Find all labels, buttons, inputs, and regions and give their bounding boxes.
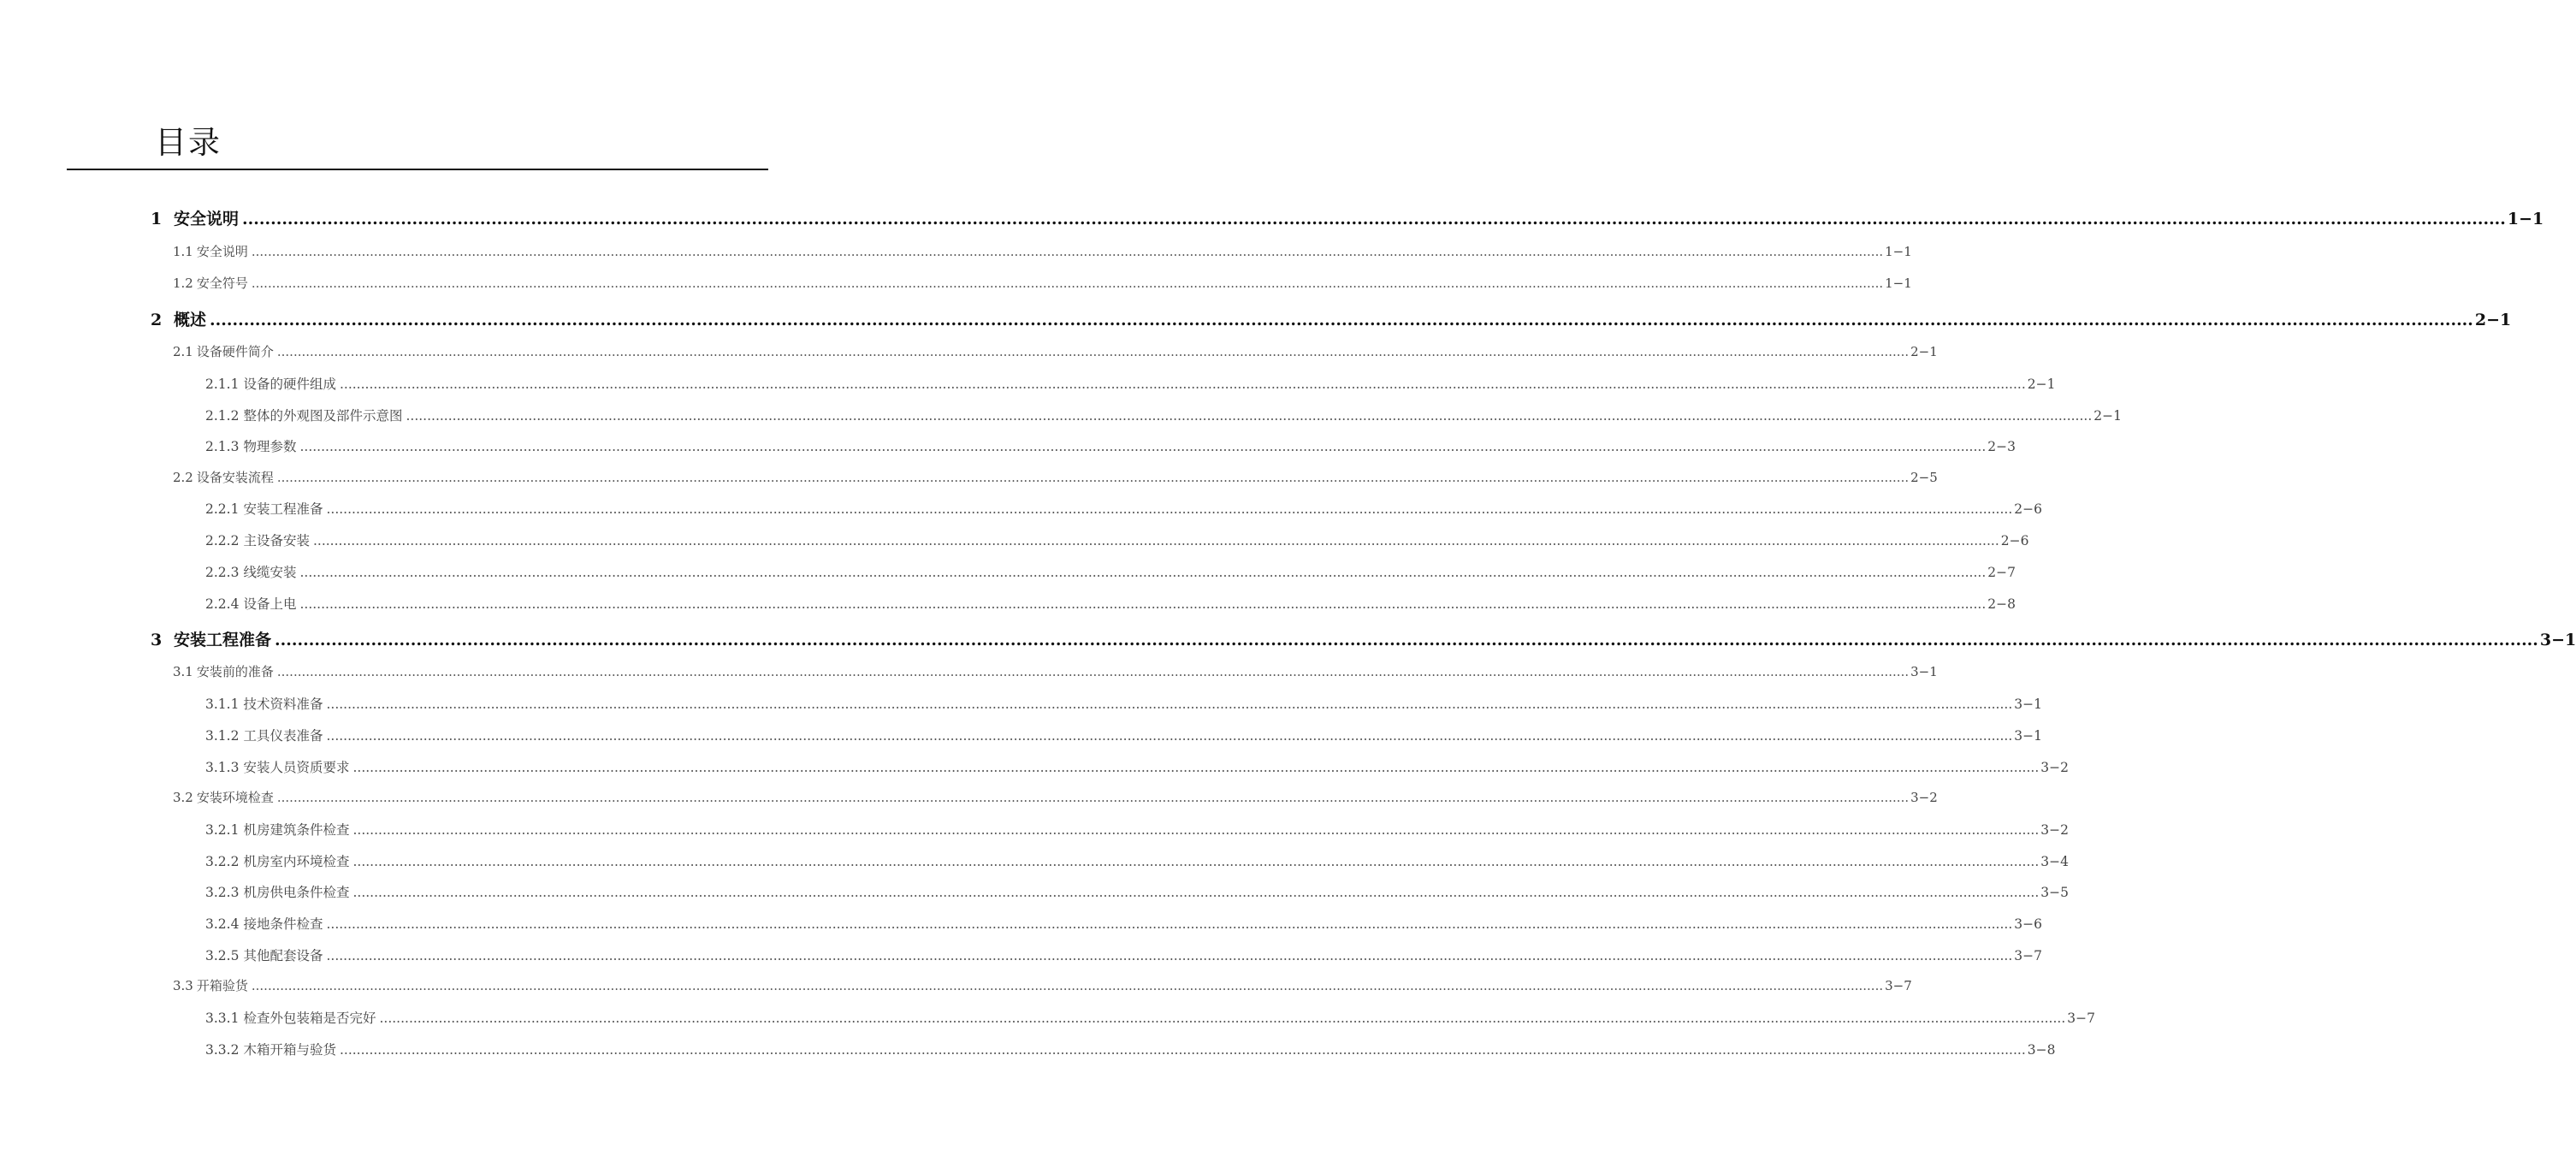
toc-entry-title: 物理参数: [243, 439, 297, 454]
toc-entry-number: 2: [151, 311, 163, 329]
toc-entry-title: 其他配套设备: [243, 948, 323, 963]
toc-entry-page: 1−1: [2507, 210, 2544, 228]
toc-entry-title: 技术资料准备: [243, 697, 323, 712]
toc-entry-number: 2.1.3: [205, 439, 240, 454]
toc-entry-number: 3: [151, 631, 163, 649]
toc-entry-3-1-3[interactable]: [205, 757, 2069, 775]
toc-entry-title: 安装人员资质要求: [243, 760, 350, 775]
title-divider: [67, 169, 768, 170]
toc-entry-page: 3−1: [1910, 664, 1938, 679]
dot-leader: ................................................................................................................................................................................................................................................................................................................................................................................................................: [352, 822, 2040, 838]
toc-entry-page: 2−6: [2014, 501, 2042, 517]
toc-entry-number: 1: [151, 210, 163, 228]
toc-entry-2-2[interactable]: [173, 468, 1938, 485]
toc-entry-title: 主设备安装: [243, 533, 310, 548]
toc-entry-page: 3−8: [2027, 1042, 2056, 1058]
dot-leader: ................................................................................................................................................................................................................................................................................................................................................................................................................: [242, 210, 2506, 228]
toc-entry-title: 安装环境检查: [196, 790, 274, 805]
toc-entry-2-2-4[interactable]: [205, 594, 2016, 612]
toc-entry-number: 3.1.3: [205, 760, 240, 775]
toc-entry-number: 3.2.5: [205, 948, 240, 963]
toc-entry-title: 概述: [174, 311, 207, 329]
toc-entry-number: 3.1.2: [205, 728, 240, 744]
toc-entry-number: 2.2.3: [205, 565, 240, 580]
toc-entry-title: 设备的硬件组成: [243, 376, 336, 392]
dot-leader: ................................................................................................................................................................................................................................................................................................................................................................................................................: [312, 533, 1999, 548]
toc-entry-title: 设备上电: [243, 596, 297, 612]
toc-entry-3-1[interactable]: [173, 662, 1938, 679]
toc-entry-page: 3−1: [2014, 697, 2042, 712]
dot-leader: ................................................................................................................................................................................................................................................................................................................................................................................................................: [339, 376, 2026, 392]
toc-entry-title: 安装工程准备: [174, 631, 272, 649]
toc-entry-3-2[interactable]: [173, 788, 1938, 805]
toc-entry-page: 3−4: [2040, 854, 2069, 869]
toc-entry-page: 2−5: [1910, 470, 1938, 485]
dot-leader: ................................................................................................................................................................................................................................................................................................................................................................................................................: [326, 728, 2013, 744]
dot-leader: ................................................................................................................................................................................................................................................................................................................................................................................................................: [299, 439, 1987, 454]
dot-leader: ................................................................................................................................................................................................................................................................................................................................................................................................................: [339, 1042, 2026, 1058]
toc-entry-page: 3−1: [2014, 728, 2042, 744]
toc-entry-number: 3.3.1: [205, 1011, 240, 1026]
toc-entry-3-2-5[interactable]: [205, 946, 2042, 963]
toc-entry-number: 3.2.4: [205, 916, 240, 932]
dot-leader: ................................................................................................................................................................................................................................................................................................................................................................................................................: [276, 344, 1910, 359]
toc-entry-title: 开箱验货: [196, 978, 248, 993]
dot-leader: ................................................................................................................................................................................................................................................................................................................................................................................................................: [352, 760, 2040, 775]
toc-entry-2-1[interactable]: [173, 342, 1938, 359]
toc-entry-3-2-2[interactable]: [205, 851, 2069, 869]
dot-leader: ................................................................................................................................................................................................................................................................................................................................................................................................................: [352, 885, 2040, 900]
dot-leader: ................................................................................................................................................................................................................................................................................................................................................................................................................: [326, 501, 2013, 517]
dot-leader: ................................................................................................................................................................................................................................................................................................................................................................................................................: [379, 1011, 2066, 1026]
toc-entry-number: 2.1: [173, 344, 193, 359]
dot-leader: ................................................................................................................................................................................................................................................................................................................................................................................................................: [326, 697, 2013, 712]
toc-entry-title: 机房建筑条件检查: [243, 822, 350, 838]
toc-entry-number: 2.2.2: [205, 533, 240, 548]
toc-entry-title: 整体的外观图及部件示意图: [243, 408, 403, 424]
toc-entry-title: 机房室内环境检查: [243, 854, 350, 869]
toc-entry-page: 2−1: [2027, 376, 2056, 392]
toc-entry-3-3[interactable]: [173, 976, 1912, 993]
toc-entry-page: 2−1: [2474, 311, 2512, 329]
dot-leader: ................................................................................................................................................................................................................................................................................................................................................................................................................: [275, 631, 2538, 649]
toc-entry-page: 3−2: [1910, 790, 1938, 805]
toc-entry-page: 1−1: [1885, 244, 1912, 259]
toc-entry-page: 2−6: [2000, 533, 2029, 548]
dot-leader: ................................................................................................................................................................................................................................................................................................................................................................................................................: [251, 276, 1884, 291]
toc-entry-3[interactable]: [151, 627, 2576, 649]
toc-entry-title: 检查外包装箱是否完好: [243, 1011, 376, 1026]
dot-leader: ................................................................................................................................................................................................................................................................................................................................................................................................................: [276, 470, 1910, 485]
toc-entry-page: 2−3: [1987, 439, 2016, 454]
toc-entry-page: 3−7: [2014, 948, 2042, 963]
dot-leader: ................................................................................................................................................................................................................................................................................................................................................................................................................: [276, 664, 1910, 679]
toc-entry-2-2-1[interactable]: [205, 499, 2042, 517]
toc-entry-title: 安全说明: [196, 244, 248, 259]
toc-entry-title: 线缆安装: [243, 565, 297, 580]
toc-entry-title: 安装前的准备: [196, 664, 274, 679]
toc-entry-3-2-4[interactable]: [205, 914, 2042, 932]
dot-leader: ................................................................................................................................................................................................................................................................................................................................................................................................................: [276, 790, 1910, 805]
toc-entry-number: 3.1: [173, 664, 193, 679]
toc-entry-number: 3.2.3: [205, 885, 240, 900]
toc-entry-2-2-3[interactable]: [205, 562, 2016, 580]
toc-entry-3-2-3[interactable]: [205, 882, 2069, 900]
dot-leader: ................................................................................................................................................................................................................................................................................................................................................................................................................: [406, 408, 2093, 424]
page-title: 目录: [155, 124, 222, 161]
toc-entry-2-2-2[interactable]: [205, 531, 2029, 548]
toc-entry-title: 设备安装流程: [196, 470, 274, 485]
toc-entry-1-1[interactable]: [173, 242, 1912, 259]
toc-entry-page: 2−1: [2093, 408, 2122, 424]
toc-entry-number: 2.2.1: [205, 501, 240, 517]
toc-entry-3-2-1[interactable]: [205, 820, 2069, 838]
dot-leader: ................................................................................................................................................................................................................................................................................................................................................................................................................: [326, 916, 2013, 932]
toc-entry-title: 接地条件检查: [243, 916, 323, 932]
toc-entry-title: 设备硬件简介: [196, 344, 274, 359]
toc-entry-title: 机房供电条件检查: [243, 885, 350, 900]
toc-entry-number: 3.3.2: [205, 1042, 240, 1058]
dot-leader: ................................................................................................................................................................................................................................................................................................................................................................................................................: [326, 948, 2013, 963]
toc-entry-2-1-2[interactable]: [205, 406, 2122, 424]
toc-entry-page: 3−1: [2539, 631, 2576, 649]
toc-entry-page: 3−2: [2040, 822, 2069, 838]
toc-entry-page: 3−7: [2067, 1011, 2095, 1026]
toc-entry-number: 2.1.1: [205, 376, 240, 392]
dot-leader: ................................................................................................................................................................................................................................................................................................................................................................................................................: [210, 311, 2473, 329]
toc-entry-number: 2.2: [173, 470, 193, 485]
dot-leader: ................................................................................................................................................................................................................................................................................................................................................................................................................: [299, 565, 1987, 580]
toc-entry-1-2[interactable]: [173, 274, 1912, 291]
toc-entry-2[interactable]: [151, 307, 2512, 329]
toc-entry-number: 3.2.2: [205, 854, 240, 869]
toc-entry-number: 3.1.1: [205, 697, 240, 712]
dot-leader: ................................................................................................................................................................................................................................................................................................................................................................................................................: [299, 596, 1987, 612]
toc-entry-2-1-3[interactable]: [205, 436, 2016, 454]
toc-entry-page: 2−8: [1987, 596, 2016, 612]
toc-entry-3-1-2[interactable]: [205, 726, 2042, 744]
toc-entry-3-3-1[interactable]: [205, 1008, 2095, 1026]
toc-entry-title: 安全符号: [196, 276, 248, 291]
toc-entry-3-3-2[interactable]: [205, 1040, 2056, 1058]
toc-entry-page: 2−1: [1910, 344, 1938, 359]
toc-entry-number: 1.1: [173, 244, 193, 259]
toc-entry-number: 2.1.2: [205, 408, 240, 424]
toc-entry-number: 3.2: [173, 790, 193, 805]
dot-leader: ................................................................................................................................................................................................................................................................................................................................................................................................................: [251, 978, 1884, 993]
toc-entry-3-1-1[interactable]: [205, 694, 2042, 712]
toc-entry-page: 3−6: [2014, 916, 2042, 932]
toc-entry-number: 2.2.4: [205, 596, 240, 612]
toc-entry-page: 3−7: [1885, 978, 1912, 993]
toc-entry-2-1-1[interactable]: [205, 374, 2056, 392]
toc-entry-number: 1.2: [173, 276, 193, 291]
toc-entry-title: 安装工程准备: [243, 501, 323, 517]
toc-entry-page: 3−5: [2040, 885, 2069, 900]
toc-entry-1[interactable]: [151, 206, 2544, 228]
toc-entry-title: 工具仪表准备: [243, 728, 323, 744]
toc-entry-page: 1−1: [1885, 276, 1912, 291]
dot-leader: ................................................................................................................................................................................................................................................................................................................................................................................................................: [251, 244, 1884, 259]
toc-entry-title: 木箱开箱与验货: [243, 1042, 336, 1058]
dot-leader: ................................................................................................................................................................................................................................................................................................................................................................................................................: [352, 854, 2040, 869]
toc-entry-number: 3.2.1: [205, 822, 240, 838]
toc-entry-title: 安全说明: [174, 210, 240, 228]
toc-entry-page: 2−7: [1987, 565, 2016, 580]
toc-entry-page: 3−2: [2040, 760, 2069, 775]
toc-entry-number: 3.3: [173, 978, 193, 993]
